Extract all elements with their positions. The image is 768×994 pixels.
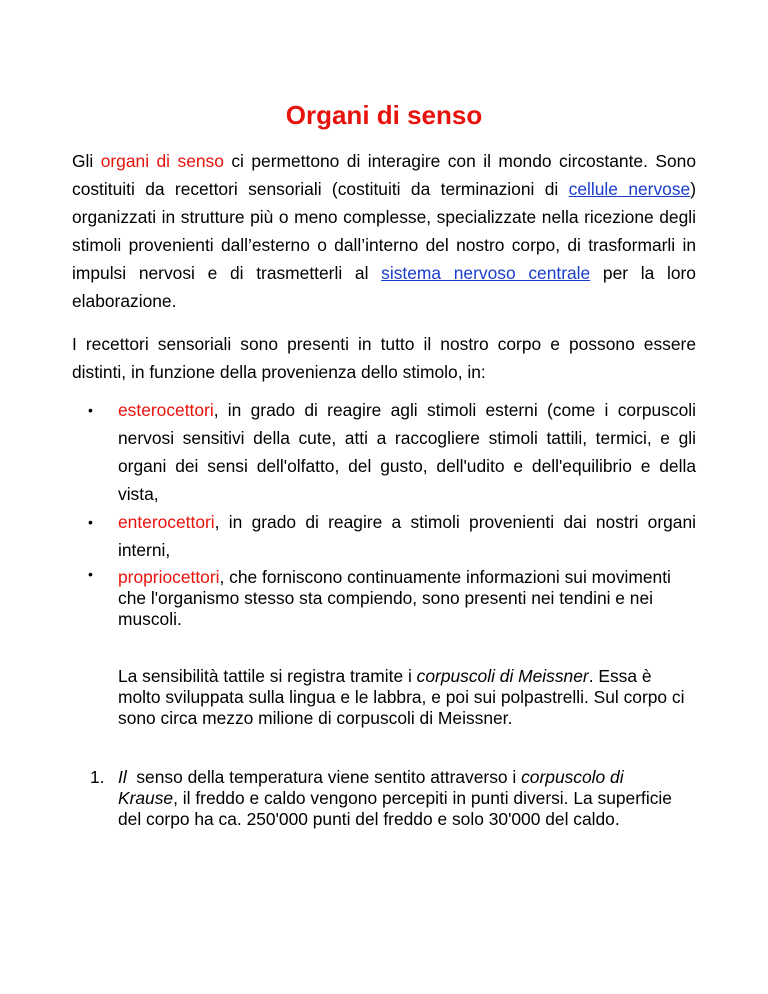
term-enterocettori: enterocettori <box>118 512 215 532</box>
text-span: . Essa è molto sviluppata sulla lingua e le labbra, e poi sui polpastrelli. Sul corpo ci sono circa mezzo milione di corpuscoli di Meissner. <box>118 666 685 728</box>
text-span: La sensibilità tattile si registra tramite i <box>118 666 417 686</box>
emphasis-il: Il <box>118 767 127 787</box>
list-item-enterocettori <box>72 508 696 564</box>
list-number: 1. <box>90 767 105 787</box>
list-item-text: , che forniscono continuamente informazioni sui movimenti che l'organismo stesso sta compiendo, sono presenti nei tendini e nei muscoli. <box>118 567 671 629</box>
text-span: Gli <box>72 151 101 171</box>
link-cellule-nervose[interactable]: cellule nervose <box>568 179 691 199</box>
receptor-list <box>72 396 696 630</box>
list-item-temperatura <box>72 767 688 830</box>
touch-paragraph <box>118 666 688 729</box>
list-item-text: , in grado di reagire a stimoli provenienti dai nostri organi interni, <box>118 512 696 560</box>
list-item-propriocettori <box>72 564 696 630</box>
emphasis-corpuscoli-di-meissner: corpuscoli di Meissner <box>416 666 589 686</box>
bullet-icon: • <box>88 514 93 530</box>
emphasis-corpuscolo-di-krause: corpuscolo di Krause <box>118 767 624 808</box>
text-span: per la loro elaborazione. <box>72 263 696 311</box>
term-propriocettori: propriocettori <box>118 567 220 587</box>
highlight-organi-di-senso: organi di senso <box>100 151 224 171</box>
text-span: ) organizzati in strutture più o meno complesse, specializzate nella ricezione degli stimoli provenienti dall’esterno o dall’interno del nostro corpo, di trasformarli in impulsi nervosi e di trasmetterli al <box>72 179 696 283</box>
intro-paragraph <box>72 147 696 315</box>
receptors-paragraph: I recettori sensoriali sono presenti in tutto il nostro corpo e possono essere distinti, in funzione della provenienza dello stimolo, in: <box>72 334 696 382</box>
text-span: , il freddo e caldo vengono percepiti in punti diversi. La superficie del corpo ha ca. 250'000 punti del freddo e solo 30'000 del caldo. <box>118 788 672 829</box>
text-span: ci permettono di interagire con il mondo circostante. Sono costituiti da recettori sensoriali (costituiti da terminazioni di <box>72 151 697 199</box>
bullet-icon: • <box>88 566 93 582</box>
term-esterocettori: esterocettori <box>118 400 214 420</box>
link-sistema-nervoso-centrale[interactable]: sistema nervoso centrale <box>381 263 591 283</box>
list-item-esterocettori <box>72 396 696 508</box>
list-item-text: , in grado di reagire agli stimoli esterni (come i corpuscoli nervosi sensitivi della cute, atti a raccogliere stimoli tattili, termici, e gli organi dei sensi dell'olfatto, del gusto, dell'udito e dell'equilibrio e della vista, <box>118 400 696 504</box>
numbered-list <box>72 767 696 830</box>
text-span: senso della temperatura viene sentito attraverso i <box>126 767 522 787</box>
page-title: Organi di senso <box>285 100 483 130</box>
bullet-icon: • <box>88 402 93 418</box>
